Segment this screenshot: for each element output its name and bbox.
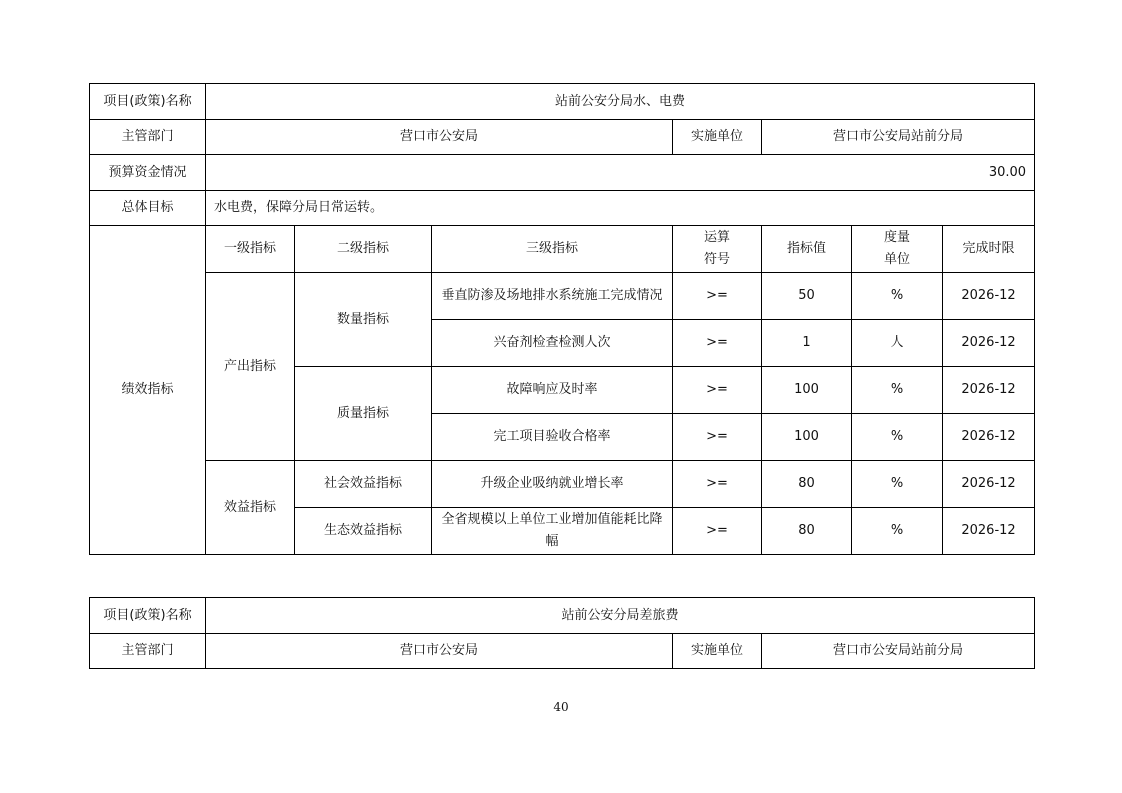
- header-level1: 一级指标: [206, 226, 295, 273]
- indicator-deadline: 2026-12: [943, 367, 1035, 414]
- impl-unit-value: 营口市公安局站前分局: [762, 634, 1035, 669]
- indicator-operator: >=: [673, 461, 762, 508]
- page-number: 40: [553, 700, 569, 714]
- indicator-operator: >=: [673, 367, 762, 414]
- indicator-deadline: 2026-12: [943, 320, 1035, 367]
- header-value: 指标值: [762, 226, 852, 273]
- indicator-unit: %: [852, 273, 943, 320]
- group-quantity: 数量指标: [295, 273, 432, 367]
- impl-unit-label: 实施单位: [673, 120, 762, 155]
- indicator-value: 50: [762, 273, 852, 320]
- project-name-value: 站前公安分局差旅费: [206, 598, 1035, 634]
- header-deadline: 完成时限: [943, 226, 1035, 273]
- indicator-unit: %: [852, 414, 943, 461]
- indicator-deadline: 2026-12: [943, 273, 1035, 320]
- performance-table-2: [89, 597, 1035, 669]
- indicator-operator: >=: [673, 320, 762, 367]
- project-name-label: 项目(政策)名称: [90, 84, 206, 120]
- indicator-name: 升级企业吸纳就业增长率: [432, 461, 673, 508]
- dept-value: 营口市公安局: [206, 120, 673, 155]
- indicator-name: 垂直防渗及场地排水系统施工完成情况: [432, 273, 673, 320]
- indicator-value: 80: [762, 508, 852, 555]
- indicator-name: 故障响应及时率: [432, 367, 673, 414]
- indicator-operator: >=: [673, 414, 762, 461]
- indicator-value: 100: [762, 414, 852, 461]
- indicator-name: 兴奋剂检查检测人次: [432, 320, 673, 367]
- indicator-operator: >=: [673, 273, 762, 320]
- table-row: [90, 273, 1035, 320]
- dept-label: 主管部门: [90, 634, 206, 669]
- table-row: [90, 461, 1035, 508]
- indicator-unit: 人: [852, 320, 943, 367]
- header-level2: 二级指标: [295, 226, 432, 273]
- header-level3: 三级指标: [432, 226, 673, 273]
- dept-value: 营口市公安局: [206, 634, 673, 669]
- group-quality: 质量指标: [295, 367, 432, 461]
- impl-unit-label: 实施单位: [673, 634, 762, 669]
- indicator-value: 80: [762, 461, 852, 508]
- project-name-value: 站前公安分局水、电费: [206, 84, 1035, 120]
- performance-table-1: [89, 83, 1035, 555]
- goal-label: 总体目标: [90, 191, 206, 226]
- group-eco: 生态效益指标: [295, 508, 432, 555]
- indicator-deadline: 2026-12: [943, 508, 1035, 555]
- project-name-label: 项目(政策)名称: [90, 598, 206, 634]
- indicator-name: 完工项目验收合格率: [432, 414, 673, 461]
- indicator-unit: %: [852, 461, 943, 508]
- indicator-unit: %: [852, 508, 943, 555]
- indicator-value: 100: [762, 367, 852, 414]
- header-unit: 度量 单位: [852, 226, 943, 273]
- indicator-deadline: 2026-12: [943, 414, 1035, 461]
- perf-indicator-label: 绩效指标: [90, 226, 206, 555]
- dept-label: 主管部门: [90, 120, 206, 155]
- indicator-name: 全省规模以上单位工业增加值能耗比降幅: [432, 508, 673, 555]
- group-benefit: 效益指标: [206, 461, 295, 555]
- budget-label: 预算资金情况: [90, 155, 206, 191]
- indicator-value: 1: [762, 320, 852, 367]
- indicator-deadline: 2026-12: [943, 461, 1035, 508]
- budget-value: 30.00: [206, 155, 1035, 191]
- header-operator: 运算 符号: [673, 226, 762, 273]
- group-social: 社会效益指标: [295, 461, 432, 508]
- goal-value: 水电费，保障分局日常运转。: [206, 191, 1035, 226]
- indicator-operator: >=: [673, 508, 762, 555]
- indicator-unit: %: [852, 367, 943, 414]
- impl-unit-value: 营口市公安局站前分局: [762, 120, 1035, 155]
- group-output: 产出指标: [206, 273, 295, 461]
